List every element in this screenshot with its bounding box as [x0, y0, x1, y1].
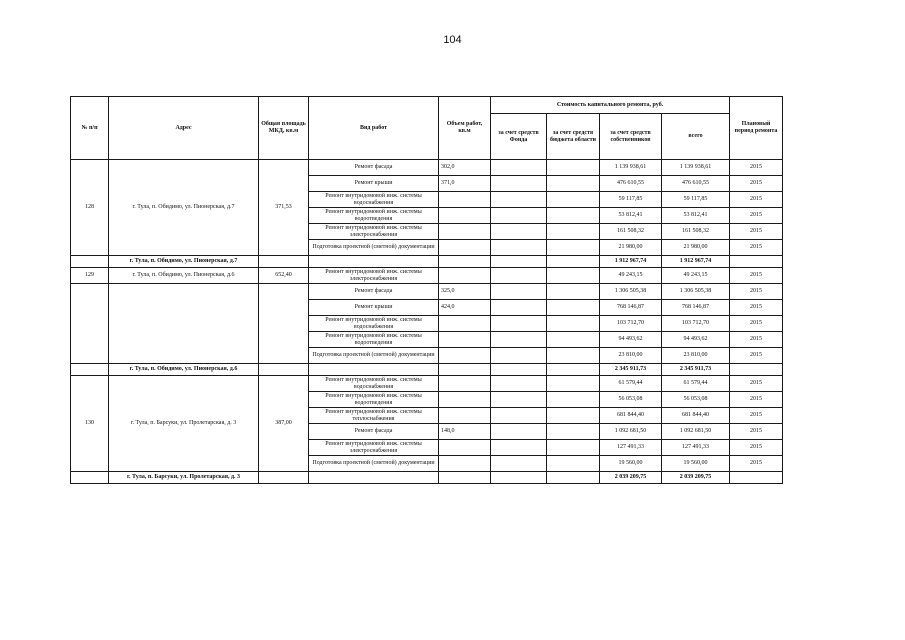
- work-type: Ремонт фасада: [309, 160, 439, 176]
- period: 2015: [730, 240, 783, 256]
- cost-owners: 681 844,40: [600, 408, 662, 424]
- total-work: [309, 364, 439, 376]
- work-volume: 325,0: [439, 284, 491, 300]
- work-volume: [439, 408, 491, 424]
- header-total: всего: [662, 114, 730, 160]
- cost-total: 56 053,08: [662, 392, 730, 408]
- cost-fund: [491, 284, 547, 300]
- row-area: 652,40: [259, 268, 309, 284]
- cost-total: 94 493,62: [662, 332, 730, 348]
- cost-region: [547, 268, 600, 284]
- total-area: [259, 472, 309, 484]
- total-work: [309, 472, 439, 484]
- cost-region: [547, 240, 600, 256]
- cost-fund: [491, 208, 547, 224]
- row-num: 128: [71, 160, 109, 256]
- row-area: 387,00: [259, 376, 309, 472]
- cost-owners: 49 243,15: [600, 268, 662, 284]
- total-owners: 1 912 967,74: [600, 256, 662, 268]
- total-period: [730, 364, 783, 376]
- period: 2015: [730, 208, 783, 224]
- cost-fund: [491, 300, 547, 316]
- total-volume: [439, 256, 491, 268]
- table-row: [71, 268, 783, 284]
- cost-region: [547, 332, 600, 348]
- total-fund: [491, 472, 547, 484]
- total-address: г. Тула, п. Обидимо, ул. Пионерская, д.6: [109, 364, 259, 376]
- header-region: за счет средств бюджета области: [547, 114, 600, 160]
- cost-owners: 1 306 505,38: [600, 284, 662, 300]
- total-period: [730, 472, 783, 484]
- cost-owners: 103 712,70: [600, 316, 662, 332]
- period: 2015: [730, 316, 783, 332]
- cost-total: 49 243,15: [662, 268, 730, 284]
- header-volume: Объем работ, кв.м: [439, 97, 491, 160]
- header-num: № п/п: [71, 97, 109, 160]
- cost-total: 161 508,32: [662, 224, 730, 240]
- work-type: Ремонт внутридомовой инж. системы электроснабжения: [309, 440, 439, 456]
- total-owners: 2 039 209,75: [600, 472, 662, 484]
- page-number: 104: [443, 34, 462, 46]
- cost-region: [547, 392, 600, 408]
- work-type: Ремонт фасада: [309, 284, 439, 300]
- work-type: Ремонт крыши: [309, 176, 439, 192]
- header-period: Плановый период ремонта: [730, 97, 783, 160]
- work-volume: [439, 316, 491, 332]
- table-row: [71, 284, 783, 300]
- total-total: 1 912 967,74: [662, 256, 730, 268]
- total-row: [71, 472, 783, 484]
- table-row: [71, 160, 783, 176]
- work-volume: 148,0: [439, 424, 491, 440]
- work-type: Ремонт крыши: [309, 300, 439, 316]
- cost-total: 61 579,44: [662, 376, 730, 392]
- cost-owners: 23 810,00: [600, 348, 662, 364]
- work-type: Подготовка проектной (сметной) документации: [309, 456, 439, 472]
- cost-region: [547, 284, 600, 300]
- cost-owners: 768 146,87: [600, 300, 662, 316]
- row-address: г. Тула, п. Барсуки, ул. Пролетарская, д. 3: [109, 376, 259, 472]
- cost-region: [547, 176, 600, 192]
- total-work: [309, 256, 439, 268]
- cost-fund: [491, 224, 547, 240]
- header-fund: за счет средств Фонда: [491, 114, 547, 160]
- total-num: [71, 472, 109, 484]
- cost-region: [547, 192, 600, 208]
- row-address: г. Тула, п. Обидимо, ул. Пионерская, д.6: [109, 268, 259, 284]
- header-row-1: [71, 97, 783, 114]
- row-num: 130: [71, 376, 109, 472]
- cost-owners: 1 092 681,50: [600, 424, 662, 440]
- cost-owners: 59 117,85: [600, 192, 662, 208]
- cost-fund: [491, 424, 547, 440]
- cost-region: [547, 424, 600, 440]
- work-volume: [439, 224, 491, 240]
- cost-region: [547, 300, 600, 316]
- period: 2015: [730, 284, 783, 300]
- total-num: [71, 364, 109, 376]
- total-area: [259, 256, 309, 268]
- cost-region: [547, 376, 600, 392]
- cost-fund: [491, 192, 547, 208]
- work-type: Ремонт внутридомовой инж. системы электроснабжения: [309, 224, 439, 240]
- total-fund: [491, 364, 547, 376]
- total-fund: [491, 256, 547, 268]
- row-num: [71, 284, 109, 364]
- total-row: [71, 364, 783, 376]
- work-type: Ремонт внутридомовой инж. системы водоснабжения: [309, 316, 439, 332]
- cost-owners: 53 812,41: [600, 208, 662, 224]
- total-area: [259, 364, 309, 376]
- cost-total: 1 092 681,50: [662, 424, 730, 440]
- cost-fund: [491, 176, 547, 192]
- cost-owners: 127 491,33: [600, 440, 662, 456]
- cost-total: 768 146,87: [662, 300, 730, 316]
- work-volume: [439, 192, 491, 208]
- cost-owners: 21 980,00: [600, 240, 662, 256]
- cost-fund: [491, 332, 547, 348]
- total-owners: 2 345 911,73: [600, 364, 662, 376]
- cost-total: 103 712,70: [662, 316, 730, 332]
- total-address: г. Тула, п. Обидимо, ул. Пионерская, д.7: [109, 256, 259, 268]
- period: 2015: [730, 268, 783, 284]
- total-period: [730, 256, 783, 268]
- total-volume: [439, 472, 491, 484]
- period: 2015: [730, 224, 783, 240]
- header-cost-group: Стоимость капитального ремонта, руб.: [491, 97, 730, 114]
- header-address: Адрес: [109, 97, 259, 160]
- cost-region: [547, 224, 600, 240]
- total-region: [547, 256, 600, 268]
- work-type: Ремонт внутридомовой инж. системы водоотведения: [309, 332, 439, 348]
- cost-region: [547, 456, 600, 472]
- cost-total: 21 980,00: [662, 240, 730, 256]
- cost-region: [547, 348, 600, 364]
- header-work-type: Вид работ: [309, 97, 439, 160]
- work-volume: [439, 348, 491, 364]
- cost-total: 1 306 505,38: [662, 284, 730, 300]
- total-num: [71, 256, 109, 268]
- period: 2015: [730, 160, 783, 176]
- work-type: Ремонт внутридомовой инж. системы электроснабжения: [309, 268, 439, 284]
- header-area: Общая площадь МКД, кв.м: [259, 97, 309, 160]
- work-type: Ремонт внутридомовой инж. системы водоотведения: [309, 392, 439, 408]
- work-volume: [439, 392, 491, 408]
- work-volume: [439, 332, 491, 348]
- row-address: г. Тула, п. Обидимо, ул. Пионерская, д.7: [109, 160, 259, 256]
- work-volume: [439, 376, 491, 392]
- cost-fund: [491, 440, 547, 456]
- table-row: [71, 376, 783, 392]
- cost-fund: [491, 392, 547, 408]
- period: 2015: [730, 192, 783, 208]
- cost-owners: 161 508,32: [600, 224, 662, 240]
- total-row: [71, 256, 783, 268]
- cost-total: 127 491,33: [662, 440, 730, 456]
- cost-total: 59 117,85: [662, 192, 730, 208]
- work-volume: [439, 208, 491, 224]
- cost-total: 681 844,40: [662, 408, 730, 424]
- work-type: Ремонт внутридомовой инж. системы водоснабжения: [309, 376, 439, 392]
- work-type: Подготовка проектной (сметной) документации: [309, 348, 439, 364]
- cost-region: [547, 440, 600, 456]
- cost-owners: 56 053,08: [600, 392, 662, 408]
- cost-total: 23 810,00: [662, 348, 730, 364]
- work-volume: 424,0: [439, 300, 491, 316]
- work-volume: [439, 440, 491, 456]
- work-volume: 302,0: [439, 160, 491, 176]
- cost-owners: 476 610,55: [600, 176, 662, 192]
- total-region: [547, 472, 600, 484]
- cost-region: [547, 160, 600, 176]
- period: 2015: [730, 456, 783, 472]
- cost-total: 476 610,55: [662, 176, 730, 192]
- total-address: г. Тула, п. Барсуки, ул. Пролетарская, д. 3: [109, 472, 259, 484]
- cost-total: 53 812,41: [662, 208, 730, 224]
- total-volume: [439, 364, 491, 376]
- work-type: Ремонт внутридомовой инж. системы водоснабжения: [309, 192, 439, 208]
- row-address: [109, 284, 259, 364]
- row-area: [259, 284, 309, 364]
- work-type: Подготовка проектной (сметной) документации: [309, 240, 439, 256]
- work-volume: 371,0: [439, 176, 491, 192]
- cost-region: [547, 408, 600, 424]
- cost-owners: 19 560,00: [600, 456, 662, 472]
- period: 2015: [730, 348, 783, 364]
- cost-total: 1 139 938,61: [662, 160, 730, 176]
- cost-total: 19 560,00: [662, 456, 730, 472]
- work-type: Ремонт фасада: [309, 424, 439, 440]
- cost-owners: 94 493,62: [600, 332, 662, 348]
- total-total: 2 345 911,73: [662, 364, 730, 376]
- period: 2015: [730, 176, 783, 192]
- period: 2015: [730, 392, 783, 408]
- work-type: Ремонт внутридомовой инж. системы водоотведения: [309, 208, 439, 224]
- cost-fund: [491, 268, 547, 284]
- cost-owners: 1 139 938,61: [600, 160, 662, 176]
- cost-owners: 61 579,44: [600, 376, 662, 392]
- period: 2015: [730, 300, 783, 316]
- cost-fund: [491, 160, 547, 176]
- work-volume: [439, 268, 491, 284]
- cost-fund: [491, 240, 547, 256]
- header-owners: за счет средств собственников: [600, 114, 662, 160]
- work-type: Ремонт внутридомовой инж. системы теплоснабжения: [309, 408, 439, 424]
- period: 2015: [730, 408, 783, 424]
- total-total: 2 039 209,75: [662, 472, 730, 484]
- cost-fund: [491, 408, 547, 424]
- period: 2015: [730, 376, 783, 392]
- cost-region: [547, 208, 600, 224]
- cost-fund: [491, 348, 547, 364]
- total-region: [547, 364, 600, 376]
- cost-fund: [491, 376, 547, 392]
- capital-repair-table: [70, 96, 783, 484]
- cost-region: [547, 316, 600, 332]
- row-num: 129: [71, 268, 109, 284]
- period: 2015: [730, 440, 783, 456]
- period: 2015: [730, 332, 783, 348]
- work-volume: [439, 240, 491, 256]
- row-area: 371,53: [259, 160, 309, 256]
- cost-fund: [491, 456, 547, 472]
- work-volume: [439, 456, 491, 472]
- period: 2015: [730, 424, 783, 440]
- cost-fund: [491, 316, 547, 332]
